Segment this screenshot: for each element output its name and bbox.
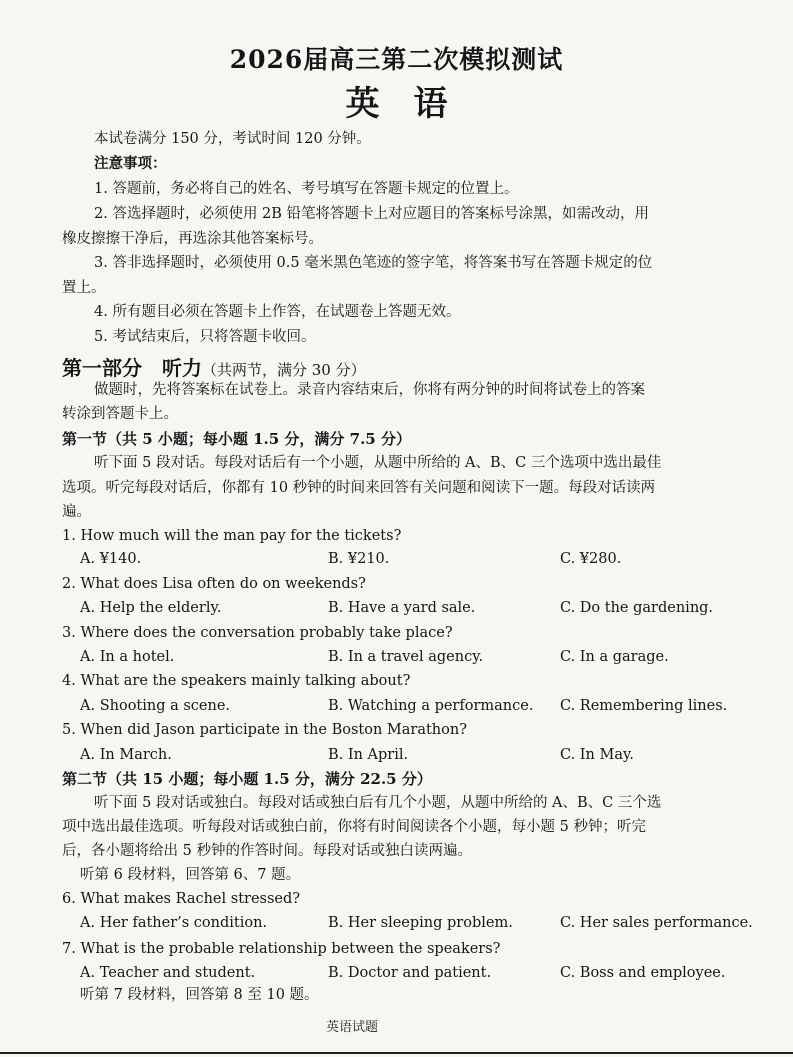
- q4-option-b: B. Watching a performance.: [328, 698, 534, 714]
- section2-intro-c: 后，各小题将给出 5 秒钟的作答时间。每段对话或独白读两遍。: [62, 843, 472, 859]
- question-3: 3. Where does the conversation probably take place?: [62, 625, 453, 641]
- question-7: 7. What is the probable relationship between the speakers?: [62, 941, 501, 957]
- question-1: 1. How much will the man pay for the tickets?: [62, 528, 402, 544]
- q6-option-a: A. Her father’s condition.: [80, 915, 268, 931]
- q1-option-a: A. ¥140.: [80, 551, 142, 567]
- section1-heading: 第一节（共 5 小题；每小题 1.5 分，满分 7.5 分）: [62, 430, 411, 448]
- part1-intro-b: 转涂到答题卡上。: [62, 406, 178, 422]
- q5-option-c: C. In May.: [560, 747, 634, 763]
- q7-option-a: A. Teacher and student.: [80, 965, 256, 981]
- section1-intro-a: 听下面 5 段对话。每段对话后有一个小题，从题中所给的 A、B、C 三个选项中选出最佳: [94, 455, 662, 471]
- section2-intro-a: 听下面 5 段对话或独白。每段对话或独白后有几个小题，从题中所给的 A、B、C 三个选: [94, 795, 662, 811]
- q6-option-c: C. Her sales performance.: [560, 915, 753, 931]
- intro-line: 本试卷满分 150 分，考试时间 120 分钟。: [94, 131, 371, 147]
- q3-option-b: B. In a travel agency.: [328, 649, 484, 665]
- note-3b: 置上。: [62, 280, 106, 296]
- question-2: 2. What does Lisa often do on weekends?: [62, 576, 366, 592]
- note-5: 5. 考试结束后，只将答题卡收回。: [94, 329, 316, 345]
- part1-note: （共两节，满分 30 分）: [202, 361, 366, 379]
- q2-option-c: C. Do the gardening.: [560, 600, 714, 616]
- note-2a: 2. 答选择题时，必须使用 2B 铅笔将答题卡上对应题目的答案标号涂黑，如需改动，用: [94, 206, 650, 222]
- q1-option-b: B. ¥210.: [328, 551, 390, 567]
- part1-heading: [62, 352, 366, 381]
- q4-option-a: A. Shooting a scene.: [80, 698, 231, 714]
- part1-title: 第一部分 听力: [62, 356, 202, 380]
- notes-label: 注意事项：: [94, 155, 167, 172]
- question-5: 5. When did Jason participate in the Boston Marathon?: [62, 722, 467, 738]
- section1-intro-c: 遍。: [62, 504, 91, 520]
- section1-intro-b: 选项。听完每段对话后，你都有 10 秒钟的时间来回答有关问题和阅读下一题。每段对话读两: [62, 480, 656, 496]
- q5-option-b: B. In April.: [328, 747, 409, 763]
- subject-title: 英语: [345, 84, 482, 124]
- question-4: 4. What are the speakers mainly talking about?: [62, 673, 411, 689]
- material-7-note: 听第 7 段材料，回答第 8 至 10 题。: [80, 987, 319, 1003]
- q4-option-c: C. Remembering lines.: [560, 698, 728, 714]
- part1-intro-a: 做题时，先将答案标在试卷上。录音内容结束后，你将有两分钟的时间将试卷上的答案: [94, 382, 645, 398]
- exam-title: 2026届高三第二次模拟测试: [229, 45, 564, 74]
- q6-option-b: B. Her sleeping problem.: [328, 915, 513, 931]
- note-2b: 橡皮擦擦干净后，再选涂其他答案标号。: [62, 231, 323, 247]
- section2-heading: 第二节（共 15 小题；每小题 1.5 分，满分 22.5 分）: [62, 770, 432, 788]
- note-3a: 3. 答非选择题时，必须使用 0.5 毫米黑色笔迹的签字笔，将答案书写在答题卡规定的位: [94, 255, 653, 271]
- q5-option-a: A. In March.: [80, 747, 172, 763]
- q3-option-c: C. In a garage.: [560, 649, 669, 665]
- q7-option-b: B. Doctor and patient.: [328, 965, 492, 981]
- bottom-rule: [0, 1052, 793, 1054]
- q3-option-a: A. In a hotel.: [80, 649, 175, 665]
- q7-option-c: C. Boss and employee.: [560, 965, 726, 981]
- q1-option-c: C. ¥280.: [560, 551, 622, 567]
- q2-option-b: B. Have a yard sale.: [328, 600, 476, 616]
- material-6-note: 听第 6 段材料，回答第 6、7 题。: [80, 867, 301, 883]
- note-4: 4. 所有题目必须在答题卡上作答，在试题卷上答题无效。: [94, 304, 461, 320]
- note-1: 1. 答题前，务必将自己的姓名、考号填写在答题卡规定的位置上。: [94, 181, 519, 197]
- page-footer: 英语试题: [326, 1020, 379, 1035]
- q2-option-a: A. Help the elderly.: [80, 600, 222, 616]
- section2-intro-b: 项中选出最佳选项。听每段对话或独白前，你将有时间阅读各个小题，每小题 5 秒钟；听完: [62, 819, 646, 835]
- question-6: 6. What makes Rachel stressed?: [62, 891, 301, 907]
